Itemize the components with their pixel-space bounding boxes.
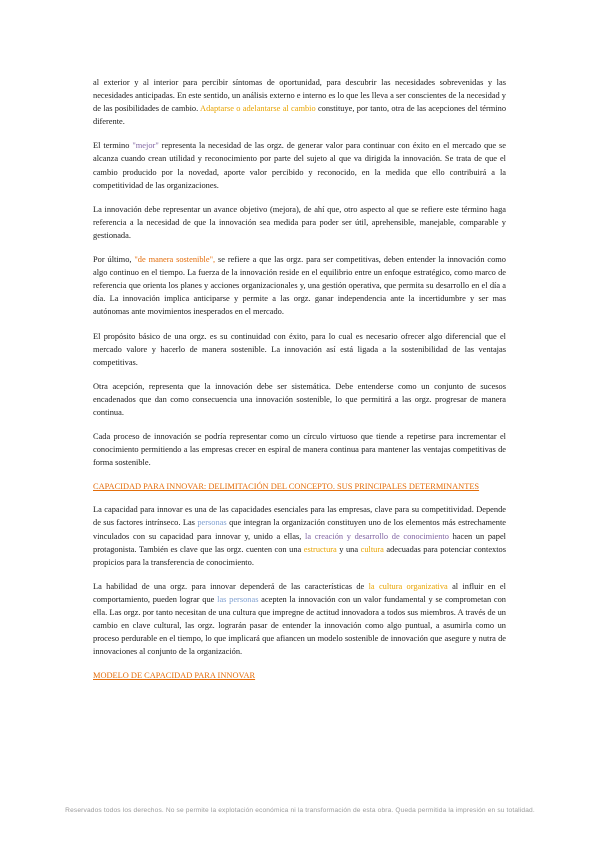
text-segment: La habilidad de una orgz. para innovar dependerá de las características de	[93, 581, 369, 591]
text-segment: se refiere a que las orgz. para ser competitivas, deben entender la innovación como algo continuo en el tiempo. La fuerza de la innovación reside en el equilibrio entre un enfoque estratégico, como marco de referencia que orienta los planes y acciones organizacionales y, una gestión operativa, que permita su desarrollo en el día a día. La innovación implica anticiparse y permite a las orgz. ganar independencia ante la incertidumbre y ser mas autónomas ante movimientos inesperados en el mercado.	[93, 255, 506, 317]
paragraph-p1	[93, 76, 506, 128]
text-segment: Otra acepción, representa que la innovación debe ser sistemática. Debe entenderse como un conjunto de sucesos encadenados que dan como consecuencia una innovación sostenible, lo que permitirá a las orgz. progresar de manera continua.	[93, 381, 506, 417]
text-segment: hacen un papel protagonista. También es clave que las orgz. cuenten con una	[93, 531, 506, 554]
text-segment: acepten la innovación con un valor fundamental y se comprometan con ella. Las orgz. por tanto necesitan de una cultura que impregne de actitud innovadora a todos sus miembros. A través de un cambio en clave cultural, las orgz. lograrán pasar de entender la innovación como algo puntual, a asumirla como un proceso perdurable en el tiempo, lo que implicará que afiancen un modelo sostenible de innovación que asegure y nutra de innovaciones al conjunto de la organización.	[93, 594, 506, 657]
highlighted-term: cultura	[360, 544, 384, 554]
text-segment: Cada proceso de innovación se podría representar como un círculo virtuoso que tiende a repetirse para incrementar el conocimiento permitiendo a las empresas crecer en espiral de manera continua para mantener las ventajas competitivas de forma sostenible.	[93, 432, 506, 468]
highlighted-term: "mejor"	[132, 141, 159, 151]
paragraph-group-1	[93, 76, 506, 469]
highlighted-term: personas	[197, 518, 227, 528]
document-body	[93, 76, 506, 692]
text-segment: constituye, por tanto, otra de las acepciones del término diferente.	[93, 104, 507, 127]
text-segment: que integran la organización constituyen uno de los elementos más estrechamente vinculados con su capacidad para innovar y, unido a ellas,	[93, 518, 506, 541]
paragraph-group-2	[93, 503, 506, 658]
text-segment: Por último,	[93, 255, 135, 265]
highlighted-term: estructura	[303, 544, 337, 554]
text-segment: El termino	[93, 141, 133, 151]
paragraph-p9	[93, 580, 506, 659]
paragraph-p5	[93, 330, 506, 369]
highlighted-term: la cultura organizativa	[368, 581, 448, 591]
paragraph-p8	[93, 503, 506, 568]
highlighted-term: Adaptarse o adelantarse al cambio	[200, 104, 316, 114]
text-segment: adecuadas para potenciar contextos propicios para la transferencia de conocimiento.	[93, 544, 506, 567]
section-heading-modelo: MODELO DE CAPACIDAD PARA INNOVAR	[93, 671, 256, 681]
paragraph-p3	[93, 203, 506, 242]
text-segment: al exterior y al interior para percibir síntomas de oportunidad, para descubrir las necesidades sobrevenidas y las necesidades anticipadas. En este sentido, un análisis externo e interno es lo que les lleva a ser conscientes de la necesidad y de las posibilidades de cambio.	[93, 78, 506, 114]
text-segment: y una	[336, 544, 361, 554]
text-segment: El propósito básico de una orgz. es su continuidad con éxito, para lo cual es necesario ofrecer algo diferencial que el mercado valore y hacerlo de manera sostenible. La innovación así está ligada a la sostenibilidad de las ventajas competitivas.	[93, 331, 506, 367]
highlighted-term: "de manera sostenible",	[134, 255, 216, 265]
text-segment: La capacidad para innovar es una de las capacidades esenciales para las empresas, clave para su competitividad. Depende de sus factores intrínseco. Las	[93, 505, 506, 528]
highlighted-term: las personas	[217, 594, 259, 604]
paragraph-p4	[93, 253, 506, 318]
text-segment: representa la necesidad de las orgz. de generar valor para continuar con éxito en el mercado que se alcanza cuando crean utilidad y reconocimiento por parte del sujeto al que va dirigida la innovación. Se trata de que el cambio producido por la novedad, aporte valor percibido y reconocido, en la medida que ello contribuirá a la competitividad de las organizaciones.	[93, 141, 506, 190]
section-heading-capacidad: CAPACIDAD PARA INNOVAR: DELIMITACIÓN DEL CONCEPTO. SUS PRINCIPALES DETERMINANTES	[93, 482, 480, 492]
text-segment: La innovación debe representar un avance objetivo (mejora), de ahí que, otro aspecto al que se refiere este término haga referencia a la necesidad de que la innovación sea medida para poder ser útil, aprehensible, manejable, comparable y gestionada.	[93, 204, 506, 240]
highlighted-term: la creación y desarrollo de conocimiento	[305, 531, 449, 541]
copyright-footer: Reservados todos los derechos. No se permite la explotación económica ni la transformación de esta obra. Queda permitida la impresión en su totalidad.	[65, 807, 535, 814]
paragraph-p6	[93, 380, 506, 419]
paragraph-p2	[93, 139, 506, 191]
paragraph-p7	[93, 430, 506, 469]
text-segment: al influir en el comportamiento, pueden lograr que	[93, 581, 506, 604]
